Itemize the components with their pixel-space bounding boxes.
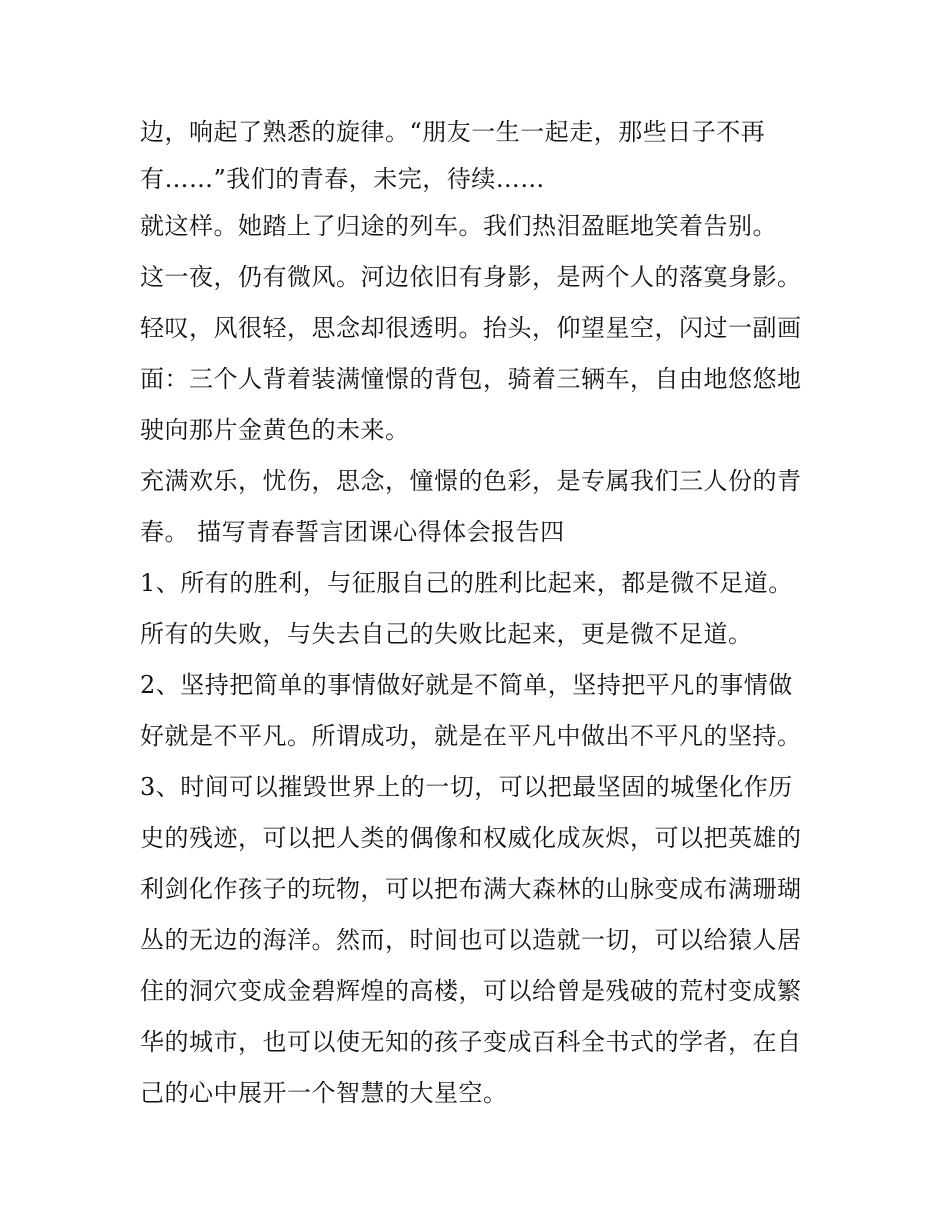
text-line: 华的城市，也可以使无知的孩子变成百科全书式的学者，在自 (140, 1028, 802, 1056)
body-text (140, 107, 820, 1119)
text-line: 住的洞穴变成金碧辉煌的高楼，可以给曾是残破的荒村变成繁 (140, 977, 802, 1005)
text-line: 春。 描写青春誓言团课心得体会报告四 (140, 518, 565, 546)
text-line: 这一夜，仍有微风。河边依旧有身影，是两个人的落寞身影。 (140, 263, 802, 291)
text-line: 1、所有的胜利，与征服自己的胜利比起来，都是微不足道。 (140, 569, 793, 597)
text-line: 丛的无边的海洋。然而，时间也可以造就一切，可以给猿人居 (140, 926, 802, 954)
text-line: 面：三个人背着装满憧憬的背包，骑着三辆车，自由地悠悠地 (140, 365, 802, 393)
text-line: 利剑化作孩子的玩物，可以把布满大森林的山脉变成布满珊瑚 (140, 875, 802, 903)
text-line: 己的心中展开一个智慧的大星空。 (140, 1079, 508, 1107)
text-line: 就这样。她踏上了归途的列车。我们热泪盈眶地笑着告别。 (140, 212, 777, 240)
text-line: 充满欢乐，忧伤，思念，憧憬的色彩，是专属我们三人份的青 (140, 467, 802, 495)
text-line: 2、坚持把简单的事情做好就是不简单，坚持把平凡的事情做 (140, 671, 793, 699)
text-line: 边，响起了熟悉的旋律。“朋友一生一起走，那些日子不再 (140, 118, 766, 146)
text-line: 轻叹，风很轻，思念却很透明。抬头，仰望星空，闪过一副画 (140, 314, 802, 342)
text-line: 有……”我们的青春，未完，待续…… (140, 165, 545, 193)
text-line: 3、时间可以摧毁世界上的一切，可以把最坚固的城堡化作历 (140, 773, 793, 801)
text-line: 史的残迹，可以把人类的偶像和权威化成灰烬，可以把英雄的 (140, 824, 802, 852)
text-line: 驶向那片金黄色的未来。 (140, 416, 410, 444)
text-line: 好就是不平凡。所谓成功，就是在平凡中做出不平凡的坚持。 (140, 722, 802, 750)
text-line: 所有的失败，与失去自己的失败比起来，更是微不足道。 (140, 620, 753, 648)
